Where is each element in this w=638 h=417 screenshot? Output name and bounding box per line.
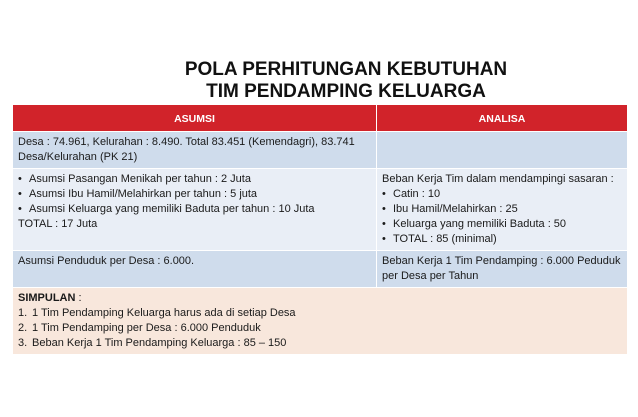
- page-title: [0, 59, 638, 103]
- table-row: [13, 169, 628, 251]
- table-row: [13, 132, 628, 169]
- list-item: [18, 321, 622, 336]
- analisa-intro: Beban Kerja Tim dalam mendampingi sasaran :: [382, 173, 614, 185]
- title-line-2: TIM PENDAMPING KELUARGA: [206, 81, 486, 102]
- list-item: [18, 336, 622, 351]
- summary-label: SIMPULAN: [18, 292, 76, 304]
- item-text: 1 Tim Pendamping Keluarga harus ada di setiap Desa: [32, 307, 296, 319]
- asumsi-list: [18, 172, 371, 217]
- list-item: • Asumsi Pasangan Menikah per tahun : 2 Juta: [18, 172, 371, 187]
- summary-heading: [18, 291, 622, 306]
- item-text: Beban Kerja 1 Tim Pendamping Keluarga : 85 – 150: [32, 337, 287, 349]
- list-item: • Catin : 10: [382, 187, 622, 202]
- row3-asumsi: Asumsi Penduduk per Desa : 6.000.: [13, 251, 377, 288]
- summary-colon: :: [75, 292, 82, 304]
- header-asumsi: ASUMSI: [13, 105, 377, 132]
- list-item: • Asumsi Keluarga yang memiliki Baduta per tahun : 10 Juta: [18, 202, 371, 217]
- asumsi-total: TOTAL : 17 Juta: [18, 218, 98, 230]
- row1-analisa: [377, 132, 628, 169]
- list-item: [18, 306, 622, 321]
- item-number: 2.: [18, 322, 28, 334]
- list-item: • Keluarga yang memiliki Baduta : 50: [382, 217, 622, 232]
- header-analisa: ANALISA: [377, 105, 628, 132]
- row1-asumsi: Desa : 74.961, Kelurahan : 8.490. Total 83.451 (Kemendagri), 83.741 Desa/Kelurahan (PK 21): [13, 132, 377, 169]
- row2-analisa: [377, 169, 628, 251]
- summary-list: [18, 306, 622, 351]
- row2-asumsi: [13, 169, 377, 251]
- summary-row: [13, 288, 628, 355]
- title-line-1: POLA PERHITUNGAN KEBUTUHAN: [184, 59, 508, 80]
- summary-cell: [13, 288, 628, 355]
- list-item: • Ibu Hamil/Melahirkan : 25: [382, 202, 622, 217]
- list-item: • TOTAL : 85 (minimal): [382, 232, 622, 247]
- item-text: 1 Tim Pendamping per Desa : 6.000 Penduduk: [32, 322, 261, 334]
- analisa-list: [382, 187, 622, 247]
- analysis-table: [12, 104, 628, 355]
- list-item: • Asumsi Ibu Hamil/Melahirkan per tahun : 5 juta: [18, 187, 371, 202]
- table-header-row: [13, 105, 628, 132]
- item-number: 3.: [18, 337, 28, 349]
- item-number: 1.: [18, 307, 28, 319]
- row3-analisa: Beban Kerja 1 Tim Pendamping : 6.000 Peduduk per Desa per Tahun: [377, 251, 628, 288]
- table-row: [13, 251, 628, 288]
